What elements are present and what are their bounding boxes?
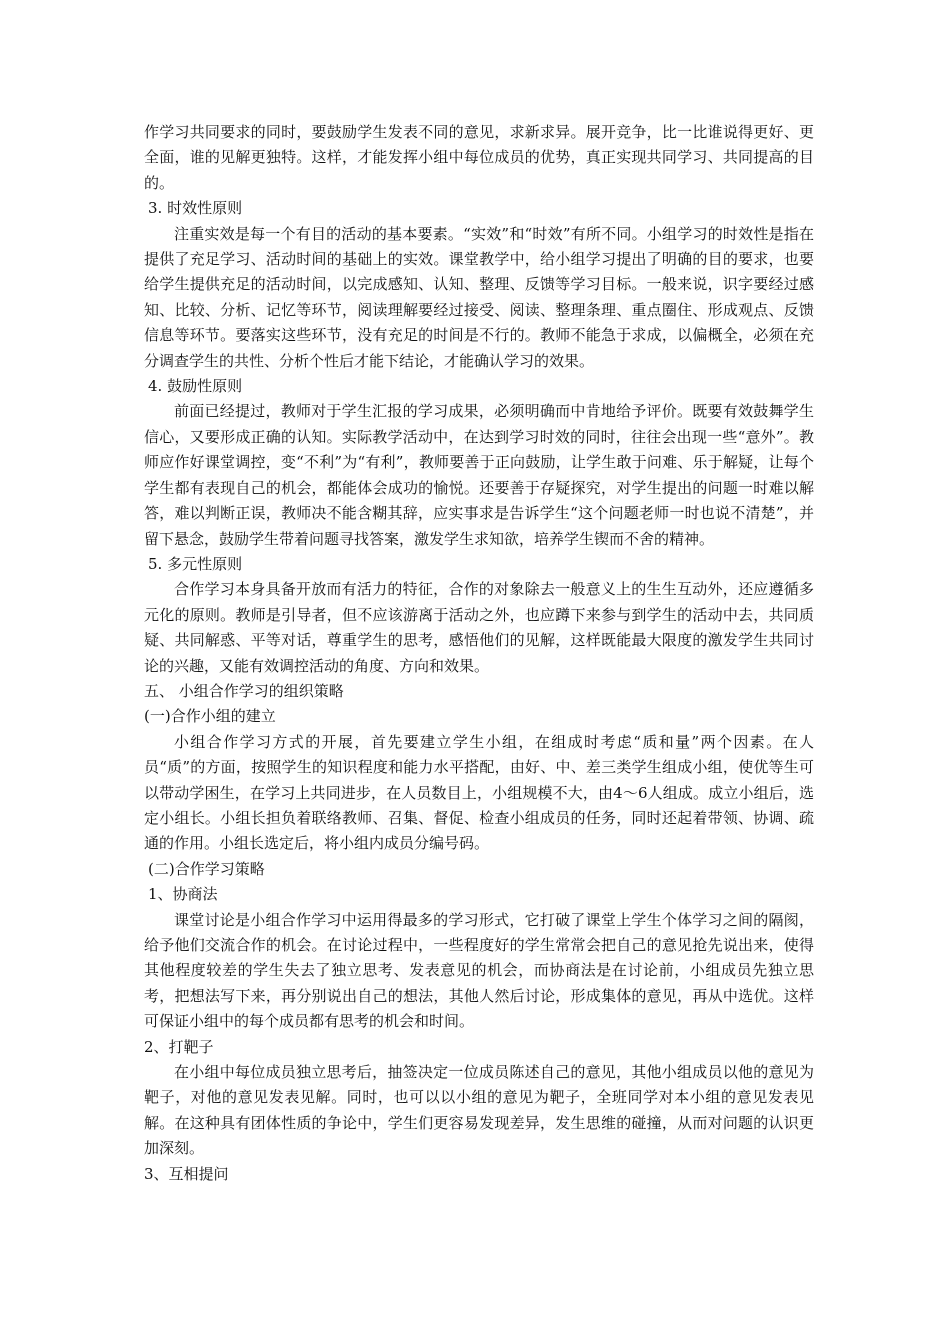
paragraph-continuation: 作学习共同要求的同时，要鼓励学生发表不同的意见，求新求异。展开竞争，比一比谁说得更好、更全面，谁的见解更独特。这样，才能发挥小组中每位成员的优势，真正实现共同学习、共同提高的目的。 [144, 123, 814, 192]
heading-mutual-questioning: 3、互相提问 [144, 1164, 229, 1183]
paragraph-encouragement: 前面已经提过，教师对于学生汇报的学习成果，必须明确而中肯地给予评价。既要有效鼓舞学生信心，又要形成正确的认知。实际教学活动中，在达到学习时效的同时，往往会出现一些“意外”。教师应作好课堂调控，变“不利”为“有利”，教师要善于正向鼓励，让学生敢于问难、乐于解疑，让每个学生都有表现自己的机会，都能体会成功的愉悦。还要善于存疑探究，对学生提出的问题一时难以解答，难以判断正误，教师决不能含糊其辞，应实事求是告诉学生“这个问题老师一时也说不清楚”，并留下悬念，鼓励学生带着问题寻找答案，激发学生求知欲，培养学生锲而不舍的精神。 [144, 402, 814, 548]
heading-cooperative-strategies: (二)合作学习策略 [148, 859, 265, 878]
document-page [144, 120, 814, 1187]
paragraph-diversity: 合作学习本身具备开放而有活力的特征，合作的对象除去一般意义上的生生互动外，还应遵循多元化的原则。教师是引导者，但不应该游离于活动之外，也应蹲下来参与到学生的活动中去，共同质疑、共同解惑、平等对话，尊重学生的思考，感悟他们的见解，这样既能最大限度的激发学生共同讨论的兴趣，又能有效调控活动的角度、方向和效果。 [144, 580, 814, 675]
heading-target-method: 2、打靶子 [144, 1037, 214, 1056]
heading-section-five: 五、 小组合作学习的组织策略 [144, 681, 344, 700]
heading-diversity-principle: 5. 多元性原则 [148, 554, 243, 573]
heading-negotiation-method: 1、协商法 [148, 885, 218, 904]
heading-timeliness-principle: 3. 时效性原则 [148, 199, 243, 218]
paragraph-negotiation-method: 课堂讨论是小组合作学习中运用得最多的学习形式，它打破了课堂上学生个体学习之间的隔阂，给予他们交流合作的机会。在讨论过程中，一些程度好的学生常常会把自己的意见抢先说出来，使得其他程度较差的学生失去了独立思考、发表意见的机会，而协商法是在讨论前，小组成员先独立思考，把想法写下来，再分别说出自己的想法，其他人然后讨论，形成集体的意见，再从中选优。这样可保证小组中的每个成员都有思考的机会和时间。 [144, 910, 814, 1031]
heading-group-formation: (一)合作小组的建立 [144, 707, 276, 726]
paragraph-timeliness: 注重实效是每一个有目的活动的基本要素。“实效”和“时效”有所不同。小组学习的时效性是指在提供了充足学习、活动时间的基础上的实效。课堂教学中，给小组学习提出了明确的目的要求，也要给学生提供充足的活动时间，以完成感知、认知、整理、反馈等学习目标。一般来说，识字要经过感知、比较、分析、记忆等环节，阅读理解要经过接受、阅读、整理条理、重点圈住、形成观点、反馈信息等环节。要落实这些环节，没有充足的时间是不行的。教师不能急于求成，以偏概全，必须在充分调查学生的共性、分析个性后才能下结论，才能确认学习的效果。 [144, 224, 814, 370]
paragraph-target-method: 在小组中每位成员独立思考后，抽签决定一位成员陈述自己的意见，其他小组成员以他的意见为靶子，对他的意见发表见解。同时，也可以以小组的意见为靶子，全班同学对本小组的意见发表见解。在这种具有团体性质的争论中，学生们更容易发现差异，发生思维的碰撞，从而对问题的认识更加深刻。 [144, 1063, 814, 1158]
paragraph-group-formation: 小组合作学习方式的开展，首先要建立学生小组，在组成时考虑“质和量”两个因素。在人员“质”的方面，按照学生的知识程度和能力水平搭配，由好、中、差三类学生组成小组，使优等生可以带动学困生，在学习上共同进步，在人员数目上，小组规模不大，由4～6人组成。成立小组后，选定小组长。小组长担负着联络教师、召集、督促、检查小组成员的任务，同时还起着带领、协调、疏通的作用。小组长选定后，将小组内成员分编号码。 [144, 732, 814, 853]
heading-encouragement-principle: 4. 鼓励性原则 [148, 377, 243, 396]
